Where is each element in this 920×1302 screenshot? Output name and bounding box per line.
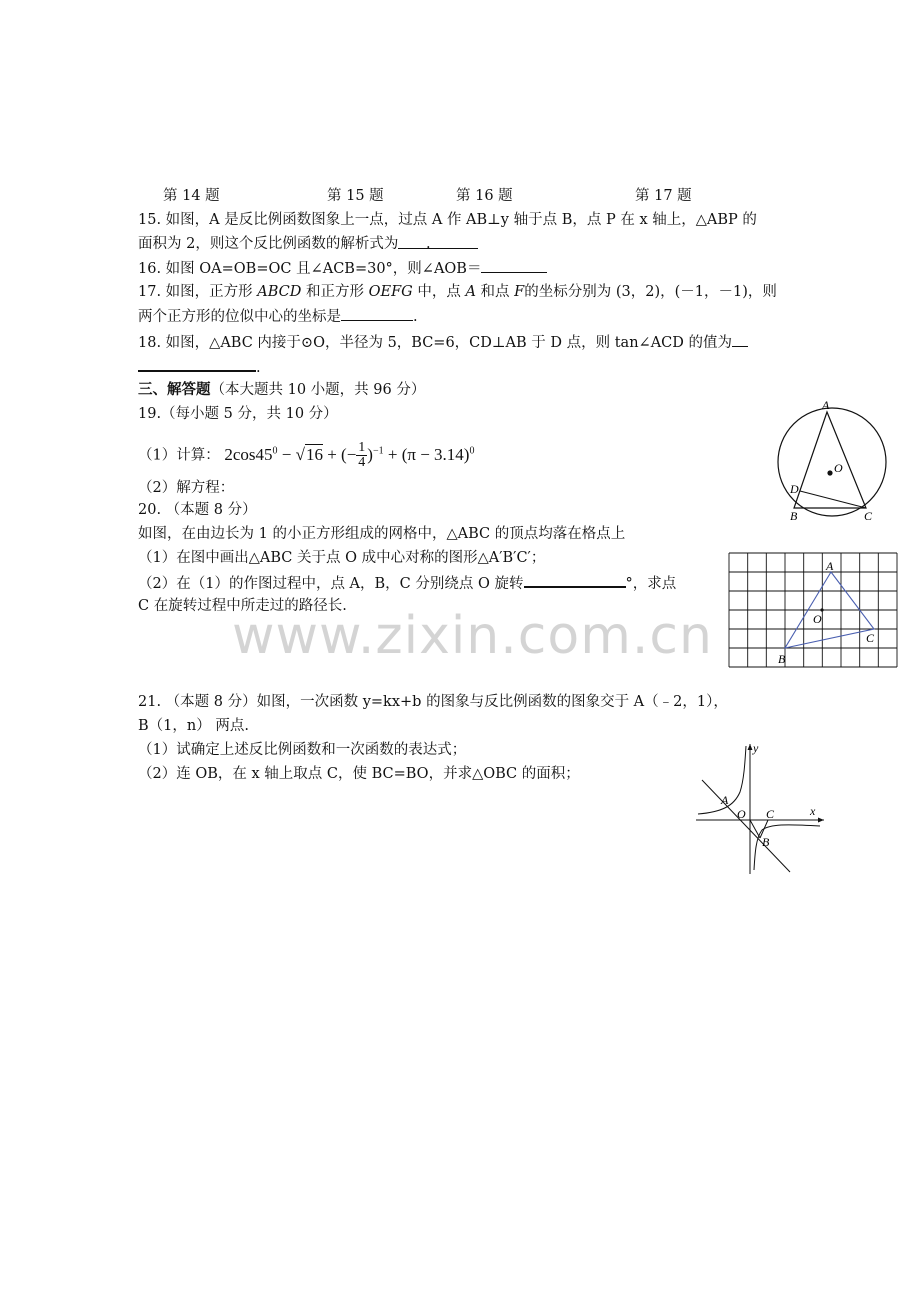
q18-text: 18. 如图，△ABC 内接于⊙O，半径为 5，BC=6，CD⊥AB 于 D 点，则 tan∠ACD 的值为 <box>138 335 732 351</box>
q20-part2-suffix: °，求点 <box>625 576 677 592</box>
grid-figure <box>728 552 898 672</box>
q19-header: 19.（每小题 5 分，共 10 分） <box>138 406 338 422</box>
y-axis-arrow-icon <box>748 744 753 750</box>
q21-line2: B（1，n） 两点. <box>138 718 249 734</box>
label-c: C <box>866 631 875 645</box>
triangle-abc <box>794 412 866 508</box>
q17-point-f: F <box>514 284 525 300</box>
q18-line1 <box>138 332 748 353</box>
q16-line <box>138 258 547 279</box>
q19-part1-label: （1）计算： <box>138 447 220 464</box>
q17-text-c: 中，点 <box>412 284 466 300</box>
q16-text: 16. 如图 OA=OB=OC 且∠ACB=30°，则∠AOB＝ <box>138 261 482 277</box>
q15-text: 面积为 2，则这个反比例函数的解析式为 <box>138 236 399 252</box>
q16-answer-blank[interactable] <box>481 258 547 273</box>
q20-part1: （1）在图中画出△ABC 关于点 O 成中心对称的图形△A′B′C′； <box>138 550 546 566</box>
q20-answer-blank[interactable] <box>524 572 626 588</box>
label-d: D <box>790 482 799 496</box>
caption-16: 第 16 题 <box>456 188 513 204</box>
q18-period: . <box>256 360 261 376</box>
label-a: A <box>826 559 834 573</box>
line-y-kx-b <box>702 780 790 872</box>
label-b: B <box>762 835 770 849</box>
q19-part2: （2）解方程： <box>138 480 235 496</box>
label-b: B <box>778 652 786 666</box>
q20-header: 20. （本题 8 分） <box>138 502 257 518</box>
caption-15: 第 15 题 <box>327 188 384 204</box>
q20-part2-line2: C 在旋转过程中所走过的路径长. <box>138 598 347 614</box>
section-3-heading <box>138 380 425 400</box>
q15-line2 <box>138 234 478 254</box>
q19-part1 <box>138 436 474 472</box>
q17-period: . <box>413 309 418 325</box>
q18-line2 <box>138 356 261 378</box>
q17-line2 <box>138 306 418 327</box>
q17-line1 <box>138 282 777 302</box>
q17-text-a: 17. 如图，正方形 <box>138 284 258 300</box>
q18-answer-blank-start[interactable] <box>732 332 748 347</box>
q17-text-e: 的坐标分别为 (3，2)，(－1，－1)，则 <box>524 284 777 300</box>
q17-text-b: 和正方形 <box>301 284 369 300</box>
q17-answer-blank[interactable] <box>341 306 413 321</box>
q17-point-a: A <box>465 284 476 300</box>
q19-formula: $2\cos 45^0 - √16$ + (− $\frac{1}{4}$ )$^{-1} + (\pi - 3.14)^0$ <box>224 440 475 471</box>
circle-triangle-figure <box>772 396 894 526</box>
q20-intro: 如图，在由边长为 1 的小正方形组成的网格中，△ABC 的顶点均落在格点上 <box>138 526 626 542</box>
q21-line1: 21. （本题 8 分）如图，一次函数 y=kx+b 的图象与反比例函数的图象交于 A（﹣2，1）， <box>138 694 728 710</box>
caption-17: 第 17 题 <box>635 188 692 204</box>
figure-captions <box>0 186 920 206</box>
q20-part2 <box>138 572 676 594</box>
center-point-o <box>827 470 832 475</box>
label-x: x <box>810 804 816 818</box>
q15-answer-blank[interactable]: . <box>398 234 478 249</box>
label-c: C <box>766 807 775 821</box>
segment-cd <box>800 491 866 508</box>
q21-part1: （1）试确定上述反比例函数和一次函数的表达式； <box>138 742 467 758</box>
label-o: O <box>813 612 822 626</box>
grid-lines <box>729 553 897 667</box>
x-axis-arrow-icon <box>818 818 824 823</box>
watermark: www.zixin.com.cn <box>232 606 713 666</box>
q17-abcd: ABCD <box>257 284 302 300</box>
label-c: C <box>864 509 873 523</box>
label-o: O <box>737 807 746 821</box>
q18-answer-blank[interactable] <box>138 356 256 372</box>
q20-part2-text: （2）在（1）的作图过程中，点 A，B，C 分别绕点 O 旋转 <box>138 576 524 592</box>
label-o: O <box>834 461 843 475</box>
q21-part2: （2）连 OB，在 x 轴上取点 C，使 BC=BO，并求△OBC 的面积； <box>138 766 580 782</box>
section-3-note: （本大题共 10 小题，共 96 分） <box>210 382 426 398</box>
section-3-title: 三、解答题 <box>138 381 211 398</box>
function-graph-figure <box>692 742 826 876</box>
q17-oefg: OEFG <box>368 284 413 300</box>
label-a: A <box>822 398 830 412</box>
q17-text-f: 两个正方形的位似中心的坐标是 <box>138 309 341 325</box>
label-b: B <box>790 509 798 523</box>
q15-line1: 15. 如图，A 是反比例函数图象上一点，过点 A 作 AB⊥y 轴于点 B，点 P 在 x 轴上，△ABP 的 <box>138 212 757 228</box>
caption-14: 第 14 题 <box>163 188 220 204</box>
label-y: y <box>753 742 759 755</box>
q17-text-d: 和点 <box>475 284 515 300</box>
label-a: A <box>721 793 729 807</box>
